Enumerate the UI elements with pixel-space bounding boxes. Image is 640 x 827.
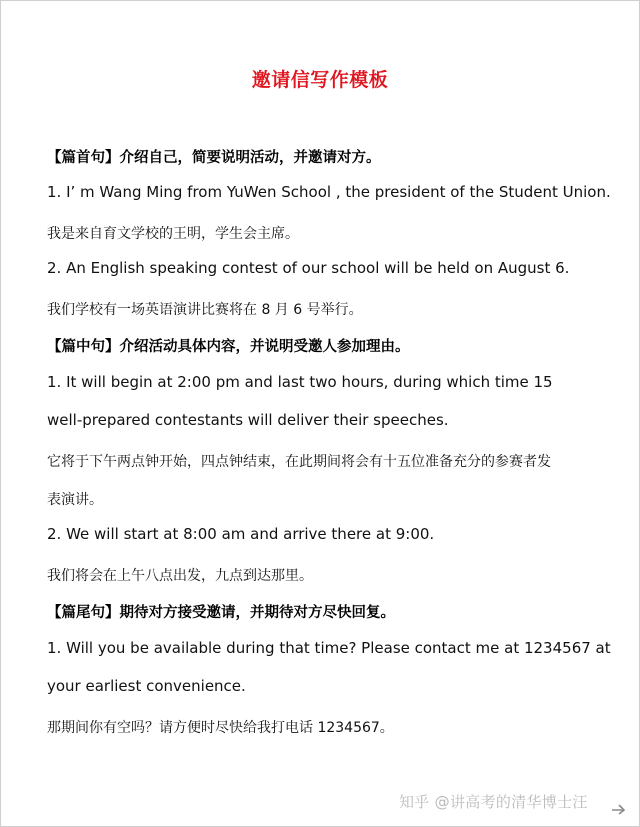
- section-2-line-6: 我们将会在上午八点出发，九点到达那里。: [47, 568, 313, 584]
- section-1-line-1: 1. I’ m Wang Ming from YuWen School , the president of the Student Union.: [47, 183, 611, 201]
- section-2-heading: 【篇中句】介绍活动具体内容，并说明受邀人参加理由。: [47, 339, 410, 355]
- section-1-line-4: 我们学校有一场英语演讲比赛将在 8 月 6 号举行。: [47, 302, 363, 318]
- section-3-line-2: your earliest convenience.: [47, 677, 246, 695]
- section-2-line-4: 表演讲。: [47, 492, 103, 508]
- corner-arrow-icon: [611, 801, 627, 815]
- section-1-line-3: 2. An English speaking contest of our school will be held on August 6.: [47, 259, 570, 277]
- zhihu-watermark: 知乎 @讲高考的清华博士汪: [399, 793, 588, 811]
- section-2-line-3: 它将于下午两点钟开始，四点钟结束，在此期间将会有十五位准备充分的参赛者发: [47, 454, 551, 470]
- section-3-line-3: 那期间你有空吗？请方便时尽快给我打电话 1234567。: [47, 720, 394, 736]
- section-2-line-2: well-prepared contestants will deliver their speeches.: [47, 411, 449, 429]
- section-2-line-5: 2. We will start at 8:00 am and arrive there at 9:00.: [47, 525, 435, 543]
- section-1-line-2: 我是来自育文学校的王明，学生会主席。: [47, 226, 299, 242]
- section-1-heading: 【篇首句】介绍自己，简要说明活动，并邀请对方。: [47, 150, 381, 166]
- section-2-line-1: 1. It will begin at 2:00 pm and last two hours, during which time 15: [47, 373, 553, 391]
- section-3-heading: 【篇尾句】期待对方接受邀请，并期待对方尽快回复。: [47, 605, 395, 621]
- document-title: 邀请信写作模板: [251, 69, 389, 91]
- section-3-line-1: 1. Will you be available during that time? Please contact me at 1234567 at: [47, 639, 611, 657]
